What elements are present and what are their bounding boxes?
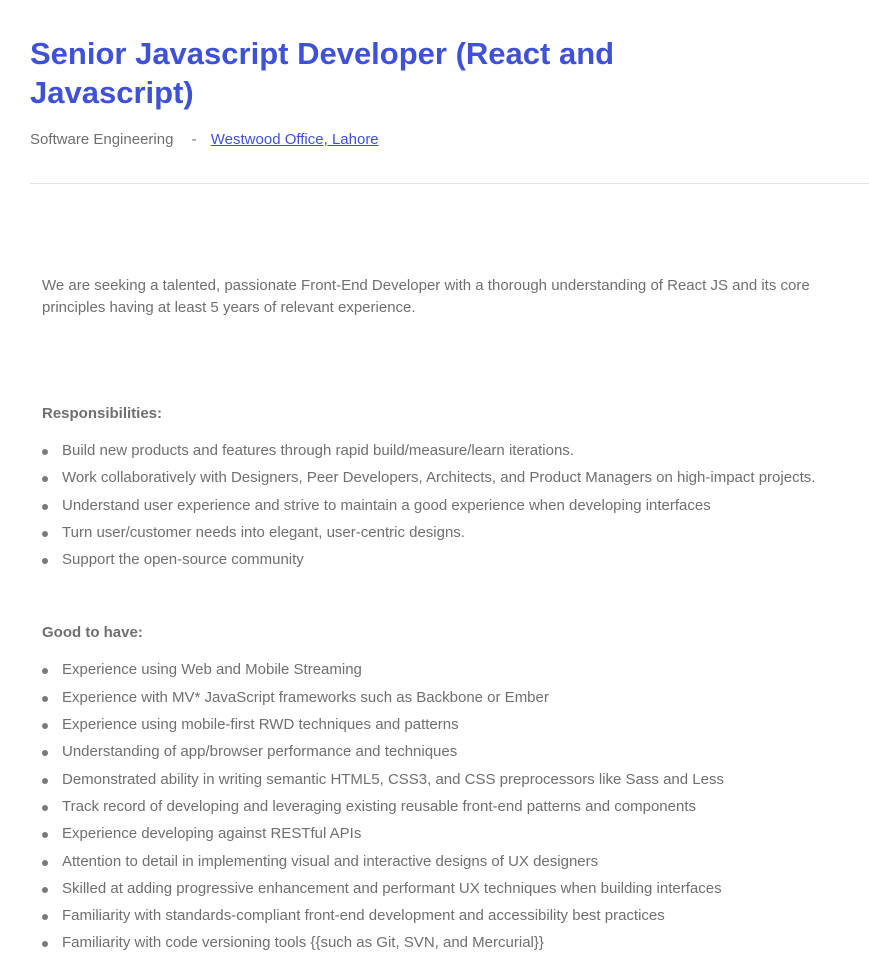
- list-item: Attention to detail in implementing visual and interactive designs of UX designers: [42, 851, 842, 878]
- list-item: Understand user experience and strive to maintain a good experience when developing interfaces: [42, 495, 842, 522]
- good-to-have-list: [42, 659, 842, 959]
- job-header: [30, 34, 750, 150]
- list-item: Familiarity with standards-compliant front-end development and accessibility best practices: [42, 905, 842, 932]
- department-label: Software Engineering: [30, 131, 174, 148]
- list-item: Demonstrated ability in writing semantic HTML5, CSS3, and CSS preprocessors like Sass and Less: [42, 769, 842, 796]
- responsibilities-list: [42, 440, 842, 576]
- list-item: Familiarity with code versioning tools {{such as Git, SVN, and Mercurial}}: [42, 932, 842, 959]
- job-meta: [30, 130, 750, 150]
- list-item: Turn user/customer needs into elegant, user-centric designs.: [42, 522, 842, 549]
- responsibilities-heading: Responsibilities:: [42, 405, 163, 422]
- list-item: Experience with MV* JavaScript frameworks such as Backbone or Ember: [42, 687, 842, 714]
- list-item: Track record of developing and leveraging existing reusable front-end patterns and components: [42, 796, 842, 823]
- list-item: Work collaboratively with Designers, Peer Developers, Architects, and Product Managers on high-impact projects.: [42, 467, 842, 494]
- list-item: Experience using mobile-first RWD techniques and patterns: [42, 714, 842, 741]
- intro-paragraph: We are seeking a talented, passionate Front-End Developer with a thorough understanding of React JS and its core principles having at least 5 years of relevant experience.: [42, 277, 810, 316]
- list-item: Understanding of app/browser performance and techniques: [42, 741, 842, 768]
- list-item: Experience developing against RESTful APIs: [42, 823, 842, 850]
- list-item: Build new products and features through rapid build/measure/learn iterations.: [42, 440, 842, 467]
- meta-separator: -: [191, 131, 197, 148]
- job-title: Senior Javascript Developer (React and Javascript): [30, 36, 615, 110]
- list-item: Support the open-source community: [42, 549, 842, 576]
- good-to-have-heading: Good to have:: [42, 624, 143, 642]
- job-description: [42, 275, 842, 960]
- list-item: Experience using Web and Mobile Streaming: [42, 659, 842, 686]
- list-item: Skilled at adding progressive enhancement and performant UX techniques when building interfaces: [42, 878, 842, 905]
- location-link[interactable]: Westwood Office, Lahore: [210, 131, 379, 148]
- header-divider: [30, 183, 869, 184]
